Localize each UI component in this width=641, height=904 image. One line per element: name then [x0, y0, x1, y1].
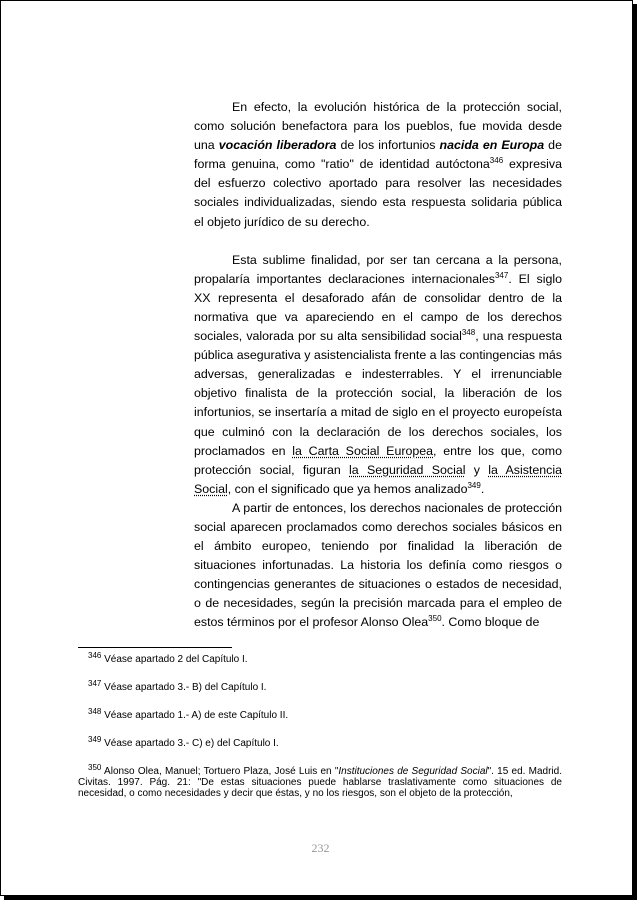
footnote-number: 350: [88, 762, 102, 772]
emphasis-text: vocación liberadora: [218, 138, 337, 153]
paragraph-text: , entre los que, como protección social, figuran: [194, 443, 562, 477]
footnote-ref: 349: [467, 480, 481, 490]
paragraph-text: de forma genuina, como "ratio" de identidad autóctona: [194, 138, 562, 172]
footnote-ref: 350: [428, 614, 442, 624]
footnote-number: 348: [88, 706, 102, 716]
footnote-ref: 347: [494, 270, 509, 280]
main-text: [194, 98, 562, 633]
footnote-text-post: ". 15 ed. Madrid. Civitas. 1997. Pág. 21: "De estas situaciones puede hablarse traslativamente como situaciones de necesidad, o como necesidades y decir que éstas, y no los riesgos, son el objeto de la protección,: [78, 766, 562, 799]
footnote-ref: 348: [461, 327, 476, 337]
paragraph-text: . El siglo XX representa el desaforado afán de consolidar dentro de la normativa que va apareciendo en el campo de los derechos sociales, valorada por su alta sensibilidad social: [194, 271, 562, 344]
footnote-separator: [78, 647, 232, 648]
footnote-book-title: Instituciones de Seguridad Social: [338, 766, 488, 777]
paragraph-text: . Como bloque de: [441, 615, 540, 630]
paragraph: [194, 251, 562, 499]
paragraph: [194, 499, 562, 633]
footnote-text: Véase apartado 1.- A) de este Capítulo II.: [104, 710, 289, 721]
paragraph-text: .: [480, 481, 485, 496]
footnote-text: Véase apartado 3.- C) e) del Capítulo I.: [104, 738, 279, 749]
footnote: [78, 734, 279, 749]
paragraph-text: Esta sublime finalidad, por ser tan cercana a la persona, propalaría importantes declaraciones internacionales: [194, 252, 562, 286]
footnote: [78, 678, 267, 693]
emphasis-text: nacida en Europa: [439, 138, 545, 153]
paragraph-text: , una respuesta pública asegurativa y asistencialista frente a las contingencias más adversas, generalizadas e indesterrables. Y el irrenunciable objetivo finalista de la protección social, la liberación de los infortunios, se insertaría a mitad de siglo en el proyecto europeísta que culminó con la declaración de los derechos sociales, los proclamados en: [194, 329, 562, 458]
paragraph-text: A partir de entonces, los derechos nacionales de protección social aparecen proclamados como derechos sociales básicos en el ámbito europeo, teniendo por finalidad la liberación de situaciones infortunadas. La historia los definía como riesgos o contingencias generantes de situaciones o estados de necesidad, o de necesidades, según la precisión marcada para el empleo de estos términos por el profesor Alonso Olea: [194, 500, 562, 630]
footnote-text: Véase apartado 2 del Capítulo I.: [104, 654, 248, 665]
hyperlinked-term: la Seguridad Social: [349, 462, 466, 477]
paragraph-text: En efecto, la evolución histórica de la protección social, como solución benefactora para los pueblos, fue movida desde una: [194, 100, 562, 153]
paragraph-text: expresiva del esfuerzo colectivo aportado para resolver las necesidades sociales individualizadas, siendo esta respuesta solidaria pública el objeto jurídico de su derecho.: [194, 157, 562, 229]
footnote: [78, 650, 248, 665]
footnote-text-pre: Alonso Olea, Manuel; Tortuero Plaza, José Luis en ": [104, 766, 339, 777]
paragraph-text: y: [465, 462, 489, 477]
hyperlinked-term: la Carta Social Europea: [292, 443, 434, 458]
paragraph-text: de los infortunios: [336, 138, 440, 153]
hyperlinked-term: la Asistencia Social: [194, 462, 562, 496]
footnote: [78, 762, 562, 799]
paragraph-text: , con el significado que ya hemos analizado: [227, 481, 468, 496]
footnote-text: Véase apartado 3.- B) del Capítulo I.: [104, 682, 267, 693]
footnote-number: 346: [88, 650, 102, 660]
page-number: 232: [311, 841, 330, 855]
footnote-number: 349: [88, 734, 102, 744]
footnote-ref: 346: [489, 156, 504, 166]
paragraph: [194, 98, 562, 232]
footnote: [78, 706, 289, 721]
footnote-number: 347: [88, 678, 102, 688]
